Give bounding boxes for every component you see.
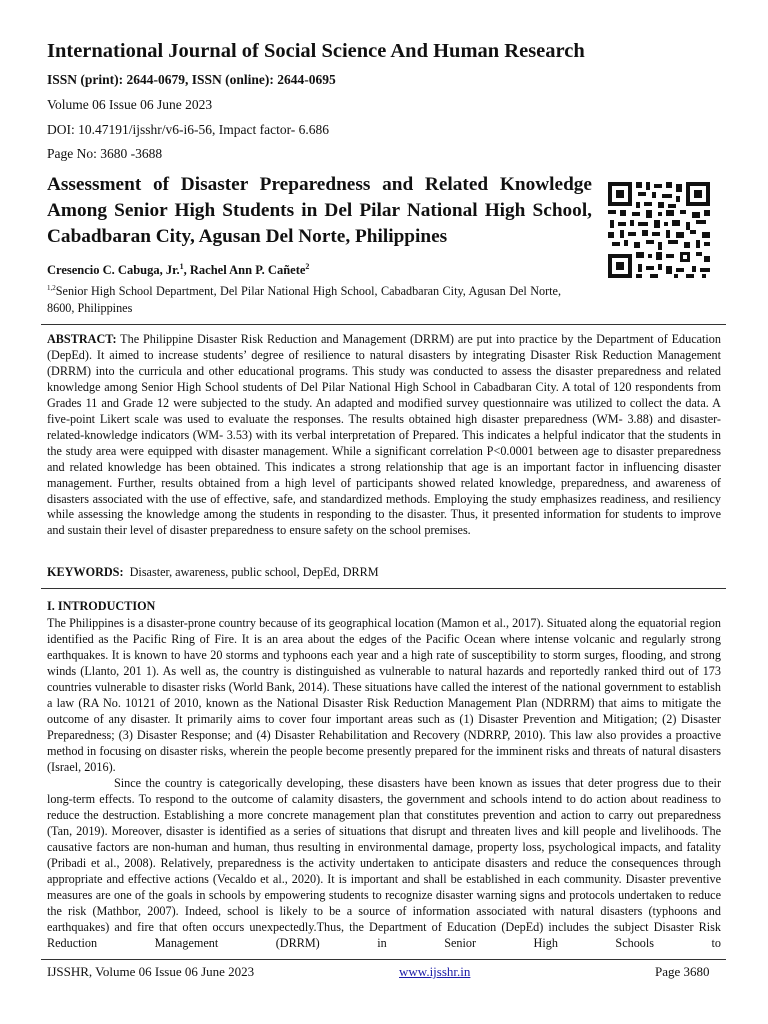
abstract-top-rule [41, 324, 726, 325]
page-range: Page No: 3680 -3688 [47, 146, 163, 161]
volume-line: Volume 06 Issue 06 June 2023 [47, 97, 213, 112]
footer-rule [41, 959, 726, 960]
footer-issue: IJSSHR, Volume 06 Issue 06 June 2023 [47, 964, 255, 979]
author-2-affiliation-mark: 2 [305, 262, 310, 271]
authors [47, 262, 309, 278]
footer-page-number: Page 3680 [655, 964, 710, 979]
abstract-bottom-rule [41, 588, 726, 589]
author-separator: , [183, 263, 190, 278]
introduction-body [47, 615, 721, 951]
keywords-label: KEYWORDS: [47, 565, 124, 579]
introduction-paragraph-1: The Philippines is a disaster-prone country because of its geographical location (Mamon et al., 2017). Situated along the equatorial region identified as the Pacific Ring of Fire. It is an area about the edges of the Pacific Ocean where intense volcanic and regularly strong earthquakes. It is known to have 20 storms and typhoons each year and a high rate of susceptibility to storm surges, flooding, and strong winds (Llanto, 201 1). As well as, the country is distinguished as vulnerable to natural hazards and reportedly ranked third out of 173 countries vulnerable to disaster risks (World Bank, 2014). These situations have called the interest of the national government to establish a law (RA No. 10121 of 2010, known as the National Disaster Risk Reduction Management Plan (NDRRM) that aims to mitigate the outcome of any disaster. It primarily aims to cover four important areas such as (1) Disaster Prevention and Mitigation; (2) Disaster Preparedness; (3) Disaster Response; and (4) Disaster Rehabilitation and Recovery (NDRRP, 2010). This law also provides a proactive method in focusing on disaster risks, wherein the people become presently prepared for the imminent risks and threats of natural disasters (Israel, 2016). [47, 616, 721, 774]
abstract-text: The Philippine Disaster Risk Reduction and Management (DRRM) are put into practice by the Department of Education (DepEd). It aimed to increase students’ degree of resilience to natural disasters by integrating Disaster Risk Reduction Management (DRRM) into the curricula and other educational programs. This study was conducted to assess the disaster preparedness and related knowledge among Senior High School students of Del Pilar National High School in Cabadbaran City. A total of 120 respondents from Grades 11 and Grade 12 were subjected to the study. An adapted and modified survey questionnaire was utilized to collect the data. A five-point Likert scale was used to evaluate the responses. The results obtained high disaster preparedness (WM- 3.88) and disaster-related-knowledge indicators (WM- 3.53) with its verbal interpretation of Prepared. This indicates a helpful indicator that the students in the study area were equipped with disaster management. While a significant correlation P<0.0001 between age to disaster preparedness and related knowledge has been obtained. This indicates a strong relationship that age is an important factor in influencing disaster management. Further, results obtained from a high level of participants showed related knowledge, preparedness, and awareness of disasters associated with the use of effective, safe, and standardized methods. Employing the study emphasizes readiness, and resiliency while assessing the knowledge among the students in responding to the disaster. Thus, it presented information for students to improve and sustain their level of disaster preparedness to ensure safety on the school premises. [47, 332, 721, 538]
introduction-paragraph-2: Since the country is categorically developing, these disasters have been known as issues that deter progress due to their long-term effects. To respond to the outcome of calamity disasters, the government and schools intend to do action about readiness to reduce the destruction. Establishing a more concrete management plan that constitutes prevention and action to carry out preparedness (Tan, 2019). Moreover, disaster is identified as a series of situations that disrupt and threaten lives and kill people and livelihoods. The causative factors are non-human and human, thus resulting in environmental damage, property loss, psychological impacts, and fatality (Pribadi et al., 2008). Relatively, preparedness is the activity undertaken to anticipate disasters and reduce the consequences through appropriate and effective actions (Vecaldo et al., 2020). It is important and shall be established in each community. Disaster preventive measures are one of the goals in schools by empowering students to recognize disaster warning signs and protocols undertaken to reduce the risk (Mathbor, 2007). Indeed, school is likely to be a source of information associated with natural disasters (typhoons and earthquakes) and fire that often occurs unexpectedly.Thus, the Department of Education (DepEd) includes the subject Disaster Risk Reduction Management (DRRM) in Senior High Schools to [47, 776, 721, 950]
doi-line: DOI: 10.47191/ijsshr/v6-i6-56, Impact factor- 6.686 [47, 122, 330, 137]
author-1-affiliation-mark: 1 [179, 262, 184, 271]
introduction-heading: I. INTRODUCTION [47, 599, 156, 613]
qr-code-icon [606, 180, 712, 280]
affiliation-text: Senior High School Department, Del Pilar National High School, Cabadbaran City, Agusan Del Norte, 8600, Philippines [47, 284, 561, 316]
paper-title: Assessment of Disaster Preparedness and Related Knowledge Among Senior High Students in Del Pilar National High School, Cabadbaran City, Agusan Del Norte, Philippines [47, 174, 592, 247]
author-2: Rachel Ann P. Cañete [189, 263, 306, 278]
keywords [47, 565, 379, 580]
abstract-label: ABSTRACT: [47, 332, 117, 346]
abstract [47, 332, 721, 539]
affiliation [47, 280, 561, 317]
issn-line: ISSN (print): 2644-0679, ISSN (online): 2644-0695 [47, 72, 336, 87]
author-1: Cresencio C. Cabuga, Jr. [47, 263, 180, 278]
journal-title: International Journal of Social Science And Human Research [47, 40, 585, 62]
footer-website-link[interactable]: www.ijsshr.in [399, 964, 471, 979]
keywords-text: Disaster, awareness, public school, DepEd, DRRM [123, 565, 379, 579]
affiliation-mark: 1,2 [47, 284, 56, 292]
